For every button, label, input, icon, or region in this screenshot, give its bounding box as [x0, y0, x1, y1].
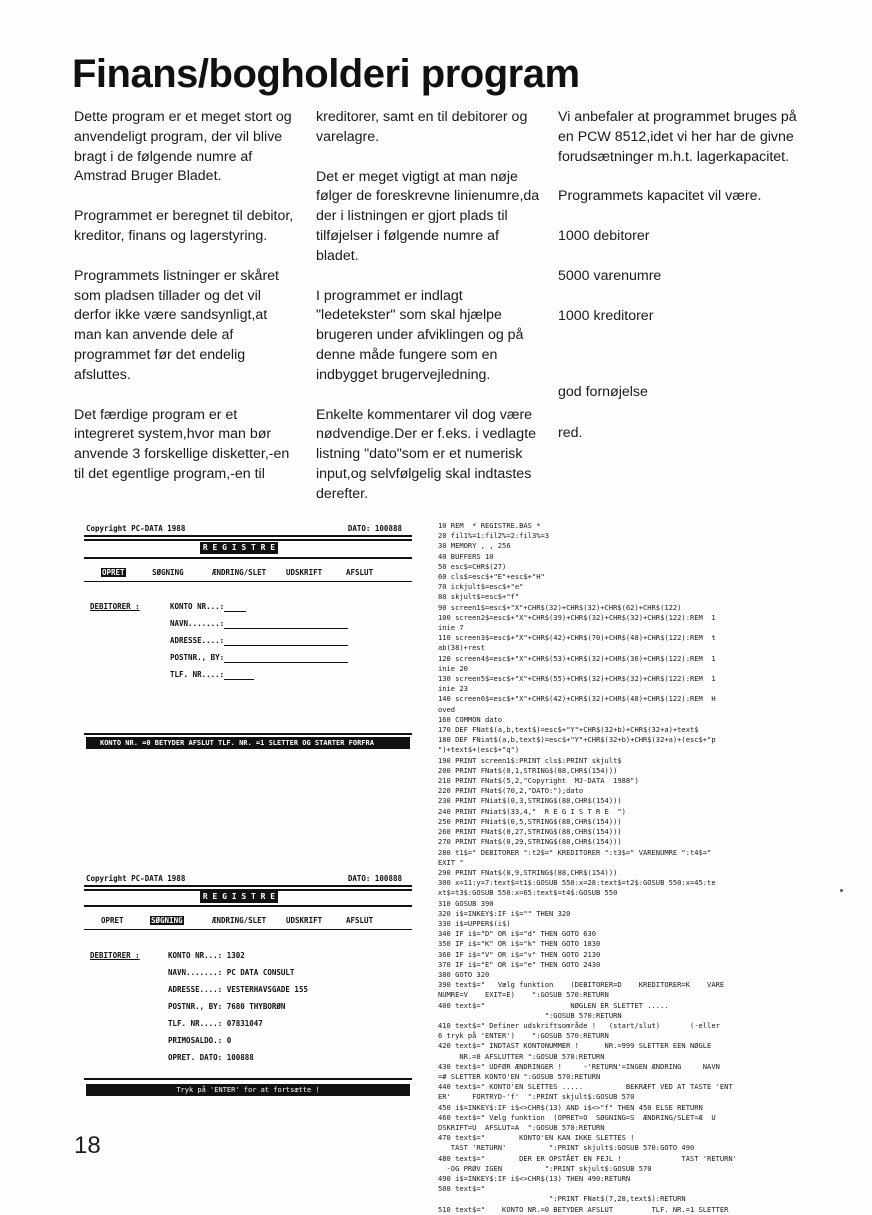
text-column-1: [74, 108, 296, 485]
menu-soegning[interactable]: SØGNING: [152, 568, 184, 577]
listing-line: 140 screen6$=esc$+"X"+CHR$(42)+CHR$(32)+CHR$(48)+CHR$(122):REM H: [438, 694, 716, 704]
paragraph: Dette program er et meget stort og anvendeligt program, der vil blive bragt i de følgende numre af Amstrad Bruger Bladet.: [74, 109, 292, 185]
listing-line: 290 PRINT FNat$(0,9,STRING$(88,CHR$(154))): [438, 867, 618, 877]
listing-line: 160 COMMON dato: [438, 714, 503, 724]
listing-line: 310 GOSUB 390: [438, 898, 494, 908]
listing-line: inie 23: [438, 684, 468, 694]
screen-capture-register-empty: [84, 521, 412, 761]
listing-line: NR.=0 AFSLUTTER ":GOSUB 570:RETURN: [438, 1051, 605, 1061]
divider: [84, 557, 412, 559]
input-navn[interactable]: [224, 628, 348, 629]
listing-line: 390 text$=" Vælg funktion (DEBITORER=D KREDITORER=K VARE: [438, 980, 725, 990]
listing-line: 430 text$=" UDFØR ÆNDRINGER ! -'RETURN'=INGEN ÆNDRING NAVN: [438, 1061, 720, 1071]
input-konto-nr[interactable]: [224, 611, 246, 612]
divider: [84, 905, 412, 907]
register-banner: R E G I S T R E: [200, 891, 278, 903]
listing-line: ":PRINT FNat$(7,28,text$):RETURN: [438, 1194, 686, 1204]
listing-line: DSKRIFT=U AFSLUT=A ":GOSUB 570:RETURN: [438, 1122, 605, 1132]
menu-afslut[interactable]: AFSLUT: [346, 568, 374, 577]
paragraph: Programmets listninger er skåret som pladsen tillader og det vil derfor ikke være sandsynligt,at man kan anvende dele af programmet før det endelig afsluttes.: [74, 267, 279, 383]
menu-udskrift[interactable]: UDSKRIFT: [286, 916, 323, 925]
basic-listing: [438, 521, 822, 1215]
listing-line: 60 cls$=esc$+"E"+esc$+"H": [438, 572, 545, 582]
listing-line: 190 PRINT screen1$:PRINT cls$:PRINT skjult$: [438, 755, 622, 765]
listing-line: 6 tryk på 'ENTER') ":GOSUB 570:RETURN: [438, 1031, 609, 1041]
menu-aendring-slet[interactable]: ÆNDRING/SLET: [212, 916, 267, 925]
listing-line: 110 screen3$=esc$+"X"+CHR$(42)+CHR$(70)+CHR$(48)+CHR$(122):REM t: [438, 633, 716, 643]
page-number: 18: [74, 1132, 101, 1159]
date-label: DATO: 100888: [347, 524, 402, 533]
register-banner: R E G I S T R E: [200, 542, 278, 554]
listing-line: 350 IF i$="K" OR i$="k" THEN GOTO 1830: [438, 939, 601, 949]
menu-opret[interactable]: OPRET: [101, 916, 124, 925]
field-tlf-nr: TLF. NR....: 07831047: [168, 1019, 263, 1028]
listing-line: 330 i$=UPPER$(i$): [438, 918, 511, 928]
listing-line: 440 text$=" KONTO'EN SLETTES ..... BEKRÆFT VED AT TASTE 'ENT: [438, 1082, 733, 1092]
listing-line: 270 PRINT FNat$(0,29,STRING$(88,CHR$(154))): [438, 837, 622, 847]
listing-line: ER' FORTRYD-'f' ":PRINT skjult$:GOSUB 570: [438, 1092, 635, 1102]
divider: [84, 581, 412, 582]
field-konto-nr: KONTO NR...:: [170, 602, 225, 611]
field-postnr-by: POSTNR., BY: 7680 THYBORØN: [168, 1002, 286, 1011]
paragraph: Programmets kapacitet vil være.: [558, 188, 762, 205]
listing-line: 90 screen1$=esc$+"X"+CHR$(32)+CHR$(32)+CHR$(62)+CHR$(122): [438, 602, 682, 612]
listing-line: -OG PRØV IGEN ":PRINT skjult$:GOSUB 570: [438, 1163, 652, 1173]
listing-line: TAST 'RETURN' ":PRINT skjult$:GOSUB 570:GOTO 490: [438, 1143, 695, 1153]
copyright-label: Copyright PC-DATA 1988: [86, 524, 186, 533]
listing-line: 30 MEMORY , , 256: [438, 541, 511, 551]
listing-line: 380 GOTO 320: [438, 969, 490, 979]
listing-line: ")+text$+(esc$+"q"): [438, 745, 520, 755]
paragraph: Enkelte kommentarer vil dog være nødvendige.Der er f.eks. i vedlagte listning "dato"som er et numerisk input,og selvfølgelig skal indtastes derefter.: [316, 406, 537, 502]
listing-line: 230 PRINT FNiat$(0,3,STRING$(88,CHR$(154))): [438, 796, 622, 806]
input-tlf-nr[interactable]: [224, 679, 254, 680]
field-adresse: ADRESSE....: VESTERHAVSGADE 155: [168, 985, 308, 994]
section-debitorer: DEBITORER :: [90, 951, 140, 960]
listing-line: xt$=t3$:GOSUB 550:x=65:text$=t4$:GOSUB 550: [438, 888, 618, 898]
listing-line: 250 PRINT FNiat$(0,5,STRING$(88,CHR$(154))): [438, 816, 622, 826]
listing-line: 340 IF i$="D" OR i$="d" THEN GOTO 630: [438, 929, 597, 939]
listing-line: oved: [438, 704, 456, 714]
listing-line: 170 DEF FNat$(a,b,text$)=esc$+"Y"+CHR$(32+b)+CHR$(32+a)+text$: [438, 725, 699, 735]
divider: [84, 535, 412, 537]
listing-line: 410 text$=" Definer udskriftsområde ! (start/slut) (-eller: [438, 1020, 720, 1030]
listing-line: inie 20: [438, 663, 468, 673]
listing-line: 120 screen4$=esc$+"X"+CHR$(53)+CHR$(32)+CHR$(36)+CHR$(122):REM 1: [438, 653, 716, 663]
divider: [84, 929, 412, 930]
listing-line: 130 screen5$=esc$+"X"+CHR$(55)+CHR$(32)+CHR$(32)+CHR$(122):REM 1: [438, 674, 716, 684]
text-column-2: [316, 108, 544, 505]
field-postnr-by: POSTNR., BY:: [170, 653, 225, 662]
listing-line: EXIT ": [438, 857, 464, 867]
listing-line: 450 i$=INKEY$:IF i$<>CHR$(13) AND i$<>"f" THEN 450 ELSE RETURN: [438, 1102, 703, 1112]
divider: [84, 733, 412, 735]
listing-line: inie 7: [438, 623, 464, 633]
listing-line: 50 esc$=CHR$(27): [438, 561, 507, 571]
listing-line: NUMRE=V EXIT=E) ":GOSUB 570:RETURN: [438, 990, 609, 1000]
speck: [840, 889, 843, 892]
divider: [84, 885, 412, 887]
editor-signoff: red.: [558, 425, 583, 442]
field-primosaldo: PRIMOSALDO.: 0: [168, 1036, 232, 1045]
menu-opret[interactable]: OPRET: [102, 568, 125, 577]
listing-line: 240 PRINT FNiat$(33,4," R E G I S T R E "): [438, 806, 626, 816]
listing-line: 200 PRINT FNat$(0,1,STRING$(88,CHR$(154))): [438, 765, 618, 775]
divider: [84, 1078, 412, 1080]
field-tlf-nr: TLF. NR....:: [170, 670, 225, 679]
listing-line: 460 text$=" Vælg funktion (OPRET=O SØGNING=S ÆNDRING/SLET=Æ U: [438, 1112, 716, 1122]
listing-line: 210 PRINT FNat$(5,2,"Copyright MJ-DATA 1988"): [438, 776, 639, 786]
listing-line: 40 BUFFERS 10: [438, 551, 494, 561]
listing-line: 300 x=11:y=7:text$=t1$:GOSUB 550:x=28:text$=t2$:GOSUB 550:x=45:te: [438, 878, 716, 888]
listing-line: 20 fil1%=1:fil2%=2:fil3%=3: [438, 531, 550, 541]
field-adresse: ADRESSE....:: [170, 636, 225, 645]
listing-line: 420 text$=" INDTAST KONTONUMMER ! NR.=999 SLETTER EEN NØGLE: [438, 1041, 712, 1051]
listing-line: 280 t1$=" DEBITORER ":t2$=" KREDITORER ":t3$=" VARENUMRE ":t4$=": [438, 847, 712, 857]
section-debitorer: DEBITORER :: [90, 602, 140, 611]
menu-afslut[interactable]: AFSLUT: [346, 916, 374, 925]
paragraph: Det er meget vigtigt at man nøje følger de foreskrevne linienumre,da der i listningen er gjort plads til tilføjelser i følgende numre af bladet.: [316, 168, 540, 264]
listing-line: 220 PRINT FNat$(70,2,"DATO:");dato: [438, 786, 584, 796]
capacity-debitors: 1000 debitorer: [558, 228, 650, 245]
input-adresse[interactable]: [224, 645, 348, 646]
paragraph: Vi anbefaler at programmet bruges på en PCW 8512,idet vi her har de givne forudsætninger m.h.t. lagerkapacitet.: [558, 109, 797, 165]
field-navn: NAVN.......:: [170, 619, 225, 628]
paragraph: kreditorer, samt en til debitorer og varelagre.: [316, 109, 528, 145]
status-bar: KONTO NR. =0 BETYDER AFSLUT TLF. NR. =1 SLETTER OG STARTER FORFRA: [86, 737, 410, 749]
input-postnr-by[interactable]: [224, 662, 348, 663]
listing-line: 320 i$=INKEY$:IF i$="" THEN 320: [438, 908, 571, 918]
page-title: Finans/bogholderi program: [72, 52, 580, 96]
listing-line: 100 screen2$=esc$+"X"+CHR$(39)+CHR$(32)+CHR$(32)+CHR$(122):REM 1: [438, 612, 716, 622]
listing-line: 490 i$=INKEY$:IF i$<>CHR$(13) THEN 490:RETURN: [438, 1174, 631, 1183]
listing-line: 370 IF i$="E" OR i$="e" THEN GOTO 2430: [438, 959, 601, 969]
listing-line: 80 skjult$=esc$+"f": [438, 592, 520, 602]
listing-line: 470 text$=" KONTO'EN KAN IKKE SLETTES !: [438, 1133, 635, 1143]
listing-line: 260 PRINT FNat$(0,27,STRING$(88,CHR$(154))): [438, 827, 622, 837]
listing-line: ":GOSUB 570:RETURN: [438, 1010, 622, 1020]
listing-line: 480 text$=" DER ER OPSTÅET EN FEJL ! TAST 'RETURN': [438, 1153, 737, 1163]
paragraph: Det færdige program er et integreret system,hvor man bør anvende 3 forskellige disketter,-en til det egentlige program,-en til: [74, 406, 290, 482]
status-bar: Tryk på 'ENTER' for at fortsætte !: [86, 1084, 410, 1096]
listing-line: 10 REM * REGISTRE.BAS *: [438, 521, 541, 530]
capacity-items: 5000 varenumre: [558, 267, 662, 284]
field-navn: NAVN.......: PC DATA CONSULT: [168, 968, 295, 977]
closing-greeting: god fornøjelse: [558, 383, 648, 400]
listing-line: 180 DEF FNiat$(a,b,text$)=esc$+"Y"+CHR$(32+b)+CHR$(32+a)+(esc$+"p: [438, 735, 716, 745]
divider: [84, 539, 412, 541]
menu-soegning[interactable]: SØGNING: [151, 916, 183, 925]
field-opret-dato: OPRET. DATO: 100888: [168, 1053, 254, 1062]
paragraph: I programmet er indlagt "ledetekster" som skal hjælpe brugeren under afviklingen og på denne måde fungere som en indbygget brugervejledning.: [316, 287, 524, 383]
listing-line: 400 text$=" NØGLEN ER SLETTET .....: [438, 1000, 669, 1010]
menu-aendring-slet[interactable]: ÆNDRING/SLET: [212, 568, 267, 577]
listing-line: 500 text$=": [438, 1184, 485, 1194]
text-column-3: [558, 108, 798, 444]
paragraph: Programmet er beregnet til debitor, kreditor, finans og lagerstyring.: [74, 208, 294, 244]
listing-line: 510 text$=" KONTO NR.=0 BETYDER AFSLUT TLF. NR.=1 SLETTER: [438, 1204, 729, 1214]
screen-capture-register-search: [84, 871, 412, 1103]
listing-line: 360 IF i$="V" OR i$="v" THEN GOTO 2130: [438, 949, 601, 959]
listing-line: ab(38)+rest: [438, 643, 485, 653]
menu-udskrift[interactable]: UDSKRIFT: [286, 568, 323, 577]
copyright-label: Copyright PC-DATA 1988: [86, 874, 186, 883]
date-label: DATO: 100888: [347, 874, 402, 883]
listing-line: =# SLETTER KONTO'EN ":GOSUB 570:RETURN: [438, 1071, 601, 1081]
field-konto-nr: KONTO NR...: 1302: [168, 951, 245, 960]
listing-line: 70 ickjult$=esc$+"e": [438, 582, 524, 592]
capacity-creditors: 1000 kreditorer: [558, 307, 654, 324]
